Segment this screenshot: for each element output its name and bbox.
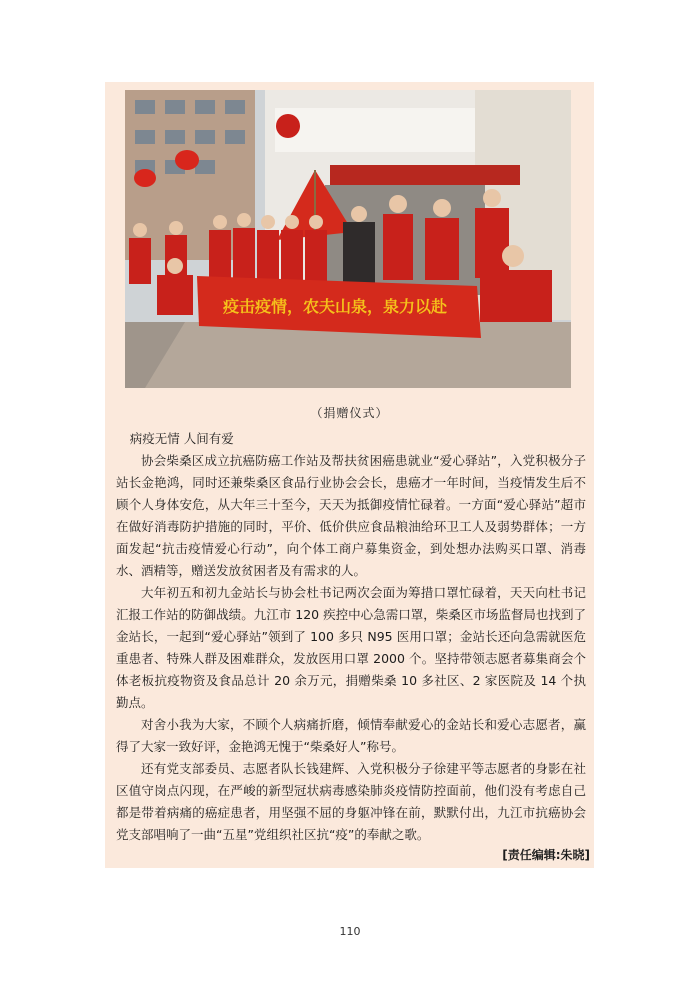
banner-text: 疫击疫情，农夫山泉，泉力以赴 (223, 297, 448, 316)
page-number: 110 (339, 925, 361, 938)
paragraph: 大年初五和初九金站长与协会杜书记两次会面为筹措口罩忙碌着，天天向杜书记汇报工作站的防御战绩。九江市 120 疾控中心急需口罩，柴桑区市场监督局也找到了金站长，一起到“爱心驿站”领到了 100 多只 N95 医用口罩；金站长还向急需就医危重患者、特殊人群及困难群众，发放医用口罩 2000 个。坚持带领志愿者募集商会个体老板抗疫物资及食品总计 20 余万元，捐赠柴桑 10 多社区、2 家医院及 14 个执勤点。 (116, 585, 586, 710)
paragraph: 协会柴桑区成立抗癌防癌工作站及帮扶贫困癌患就业“爱心驿站”，入党积极分子站长金艳鸿，同时还兼柴桑区食品行业协会会长，患癌才一年时间，当疫情发生后不顾个人身体安危，从大年三十至今，天天为抵御疫情忙碌着。一方面“爱心驿站”超市在做好消毒防护措施的同时，平价、低价供应食品粮油给环卫工人及弱势群体；一方面发起“抗击疫情爱心行动”，向个体工商户募集资金，到处想办法购买口罩、消毒水、酒精等，赠送发放贫困者及有需求的人。 (116, 453, 586, 578)
photo-scene (125, 90, 571, 388)
section-subheading: 病疫无情 人间有爱 (129, 431, 234, 446)
editor-credit: [责任编辑:朱晓] (502, 848, 590, 862)
paragraph: 还有党支部委员、志愿者队长钱建辉、入党积极分子徐建平等志愿者的身影在社区值守岗点闪现，在严峻的新型冠状病毒感染肺炎疫情防控面前，他们没有考虑自己都是带着病痛的癌症患者，用坚强不屈的身躯冲锋在前，默默付出，九江市抗癌协会党支部唱响了一曲“五星”党组织社区抗“疫”的奉献之歌。 (116, 761, 586, 842)
donation-ceremony-photo (125, 90, 571, 388)
article-body (116, 428, 586, 846)
photo-caption: （捐赠仪式） (310, 406, 389, 420)
paragraph: 对舍小我为大家，不顾个人病痛折磨，倾情奉献爱心的金站长和爱心志愿者，赢得了大家一致好评，金艳鸿无愧于“柴桑好人”称号。 (116, 717, 586, 754)
